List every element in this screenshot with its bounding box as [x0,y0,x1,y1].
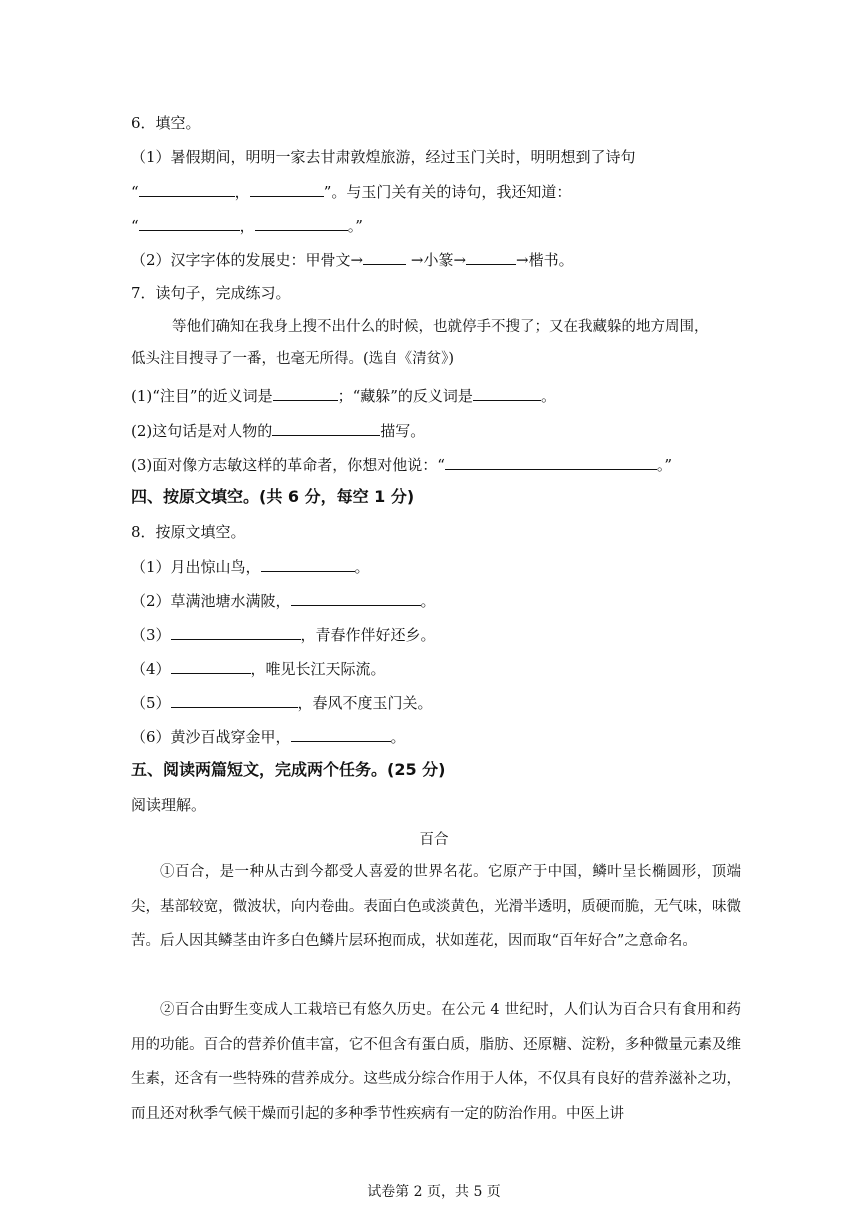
answer-blank[interactable] [273,385,338,401]
item-prefix: （5） [131,694,171,712]
sub1-text-a: (1)“注目”的近义词是 [131,387,273,405]
article-title: 百合 [419,832,449,848]
answer-blank[interactable] [473,385,541,401]
sub2-text-a: (2)这句话是对人物的 [131,422,273,440]
answer-blank[interactable] [363,249,406,265]
q8-item-6 [131,726,406,747]
comma: ， [234,183,250,201]
sub1-text-c: 。 [540,387,556,405]
q6-extra-poem-line [131,215,363,236]
answer-blank[interactable] [261,556,355,572]
item-suffix: ，唯见长江天际流。 [250,660,386,678]
item-suffix: 。 [420,592,436,610]
answer-blank[interactable] [250,181,324,197]
q7-quote-line-2: 低头注目搜寻了一番，也毫无所得。(选自《清贫》) [131,351,455,367]
sub2-text-b: 描写。 [380,422,426,440]
answer-blank[interactable] [445,454,657,470]
answer-blank[interactable] [171,692,298,708]
item-prefix: （4） [131,660,171,678]
answer-blank[interactable] [139,181,235,197]
article-paragraph-2: ②百合由野生变成人工栽培已有悠久历史。在公元 4 世纪时，人们认为百合只有食用和药用的功能。百合的营养价值丰富，它不但含有蛋白质，脂肪、还原糖、淀粉，多种微量元素及维生素，还含有一些特殊的营养成分。这些成分综合作用于人体，不仅具有良好的营养滋补之功，而且还对秋季气候干燥而引起的多种季节性疾病有一定的防治作用。中医上讲 [131,1002,741,1122]
answer-blank[interactable] [291,590,421,606]
q7-quote-line-1: 等他们确知在我身上搜不出什么的时候，也就停手不搜了；又在我藏躲的地方周围， [172,319,709,335]
section-5-title: 五、阅读两篇短文，完成两个任务。(25 分) [131,760,446,779]
q6-part1-text: （1）暑假期间，明明一家去甘肃敦煌旅游，经过玉门关时，明明想到了诗句 [131,148,636,166]
answer-blank[interactable] [272,420,380,436]
item-suffix: 。 [354,558,370,576]
item-suffix: ，春风不度玉门关。 [297,694,433,712]
quote-open: “ [131,183,139,201]
answer-blank[interactable] [466,249,516,265]
comma: ， [239,217,255,235]
item-suffix: 。 [390,728,406,746]
line-tail: 。” [347,217,363,235]
q6-part2-line [131,249,574,270]
article-paragraph-1: ①百合，是一种从古到今都受人喜爱的世界名花。它原产于中国，鳞叶呈长椭圆形，顶端尖，基部较宽，微波状，向内卷曲。表面白色或淡黄色，光滑半透明，质硬而脆，无气味，味微苦。后人因其鳞茎由许多白色鳞片层环抱而成，状如莲花，因而取“百年好合”之意命名。 [131,864,741,949]
section-4-title: 四、按原文填空。(共 6 分，每空 1 分) [131,487,415,506]
q8-heading: 8．按原文填空。 [131,523,246,541]
item-prefix: （3） [131,626,171,644]
q8-item-1 [131,556,370,577]
sub3-text-a: (3)面对像方志敏这样的革命者，你想对他说：“ [131,456,445,474]
line-tail: ”。与玉门关有关的诗句，我还知道： [323,183,572,201]
answer-blank[interactable] [171,624,301,640]
part2-start: （2）汉字字体的发展史：甲骨文→ [131,251,364,269]
item-suffix: ，青春作伴好还乡。 [300,626,436,644]
sub1-text-b: ；“藏躲”的反义词是 [337,387,473,405]
q7-heading: 7．读句子，完成练习。 [131,284,291,302]
q8-item-5 [131,692,433,713]
item-prefix: （6）黄沙百战穿金甲， [131,728,291,746]
answer-blank[interactable] [291,726,391,742]
item-prefix: （1）月出惊山鸟， [131,558,261,576]
item-prefix: （2）草满池塘水满陂， [131,592,291,610]
q6-heading: 6．填空。 [131,114,201,132]
q6-part1-blanks-line [131,181,571,202]
q8-item-4 [131,658,386,679]
q7-sub2 [131,420,425,441]
part2-end: →楷书。 [516,251,574,269]
answer-blank[interactable] [255,215,348,231]
answer-blank[interactable] [171,658,251,674]
quote-open: “ [131,217,139,235]
reading-subtitle: 阅读理解。 [131,796,207,814]
answer-blank[interactable] [139,215,240,231]
q7-sub3 [131,454,672,475]
q7-sub1 [131,385,556,406]
part2-mid: →小篆→ [406,251,467,269]
q8-item-3 [131,624,436,645]
sub3-text-b: 。” [656,456,673,474]
page-footer: 试卷第 2 页，共 5 页 [367,1184,501,1200]
q8-item-2 [131,590,436,611]
